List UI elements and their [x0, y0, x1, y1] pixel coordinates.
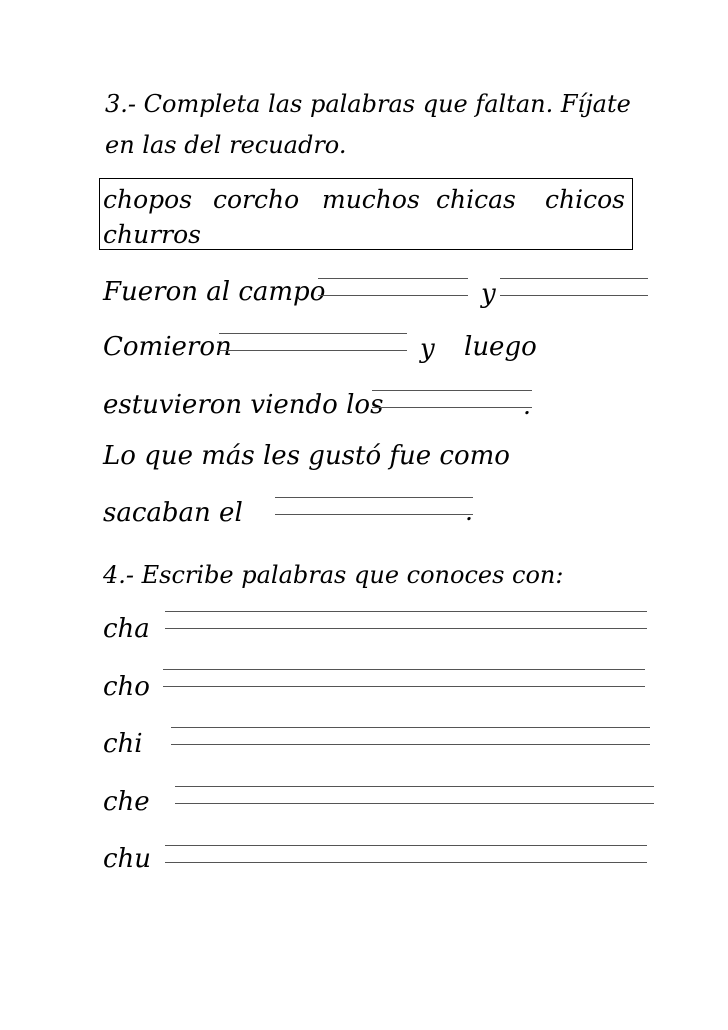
word-box-item: corcho — [213, 185, 300, 214]
sentence-2-start: Comieron — [103, 332, 232, 362]
syllable-line-chu[interactable] — [165, 845, 647, 865]
sentence-1-blank-1[interactable] — [318, 278, 468, 298]
sentence-1-start: Fueron al campo — [103, 277, 326, 307]
exercise-3-heading-line-2: en las del recuadro. — [105, 131, 347, 159]
sentence-1-connector: y — [481, 279, 496, 309]
syllable-label-che: che — [103, 787, 150, 817]
sentence-5-blank[interactable] — [275, 497, 473, 517]
syllable-label-chi: chi — [103, 729, 143, 759]
sentence-1-blank-2[interactable] — [500, 278, 648, 298]
word-box-item: chicas — [436, 185, 516, 214]
sentence-5-start: sacaban el — [103, 498, 243, 528]
syllable-line-che[interactable] — [175, 786, 654, 806]
syllable-label-cho: cho — [103, 672, 150, 702]
exercise-4-heading: 4.- Escribe palabras que conoces con: — [103, 561, 564, 589]
exercise-3-heading-line-1: 3.- Completa las palabras que faltan. Fíjate — [105, 90, 631, 118]
syllable-line-cha[interactable] — [165, 611, 647, 631]
sentence-2-connector: y — [420, 334, 435, 364]
sentence-3-start: estuvieron viendo los — [103, 390, 384, 420]
syllable-line-chi[interactable] — [171, 727, 650, 747]
sentence-2-blank[interactable] — [219, 333, 407, 353]
sentence-3-period: . — [523, 391, 531, 420]
syllable-label-chu: chu — [103, 844, 152, 874]
syllable-line-cho[interactable] — [163, 669, 645, 689]
sentence-5-period: . — [465, 497, 473, 526]
word-box-item: churros — [103, 220, 201, 249]
syllable-label-cha: cha — [103, 614, 150, 644]
sentence-4: Lo que más les gustó fue como — [103, 441, 510, 471]
word-box-item: chicos — [545, 185, 625, 214]
word-box-item: chopos — [103, 185, 193, 214]
word-box-item: muchos — [322, 185, 420, 214]
sentence-3-blank[interactable] — [372, 390, 532, 410]
word-box — [99, 178, 633, 250]
sentence-2-continuation: luego — [464, 332, 537, 362]
